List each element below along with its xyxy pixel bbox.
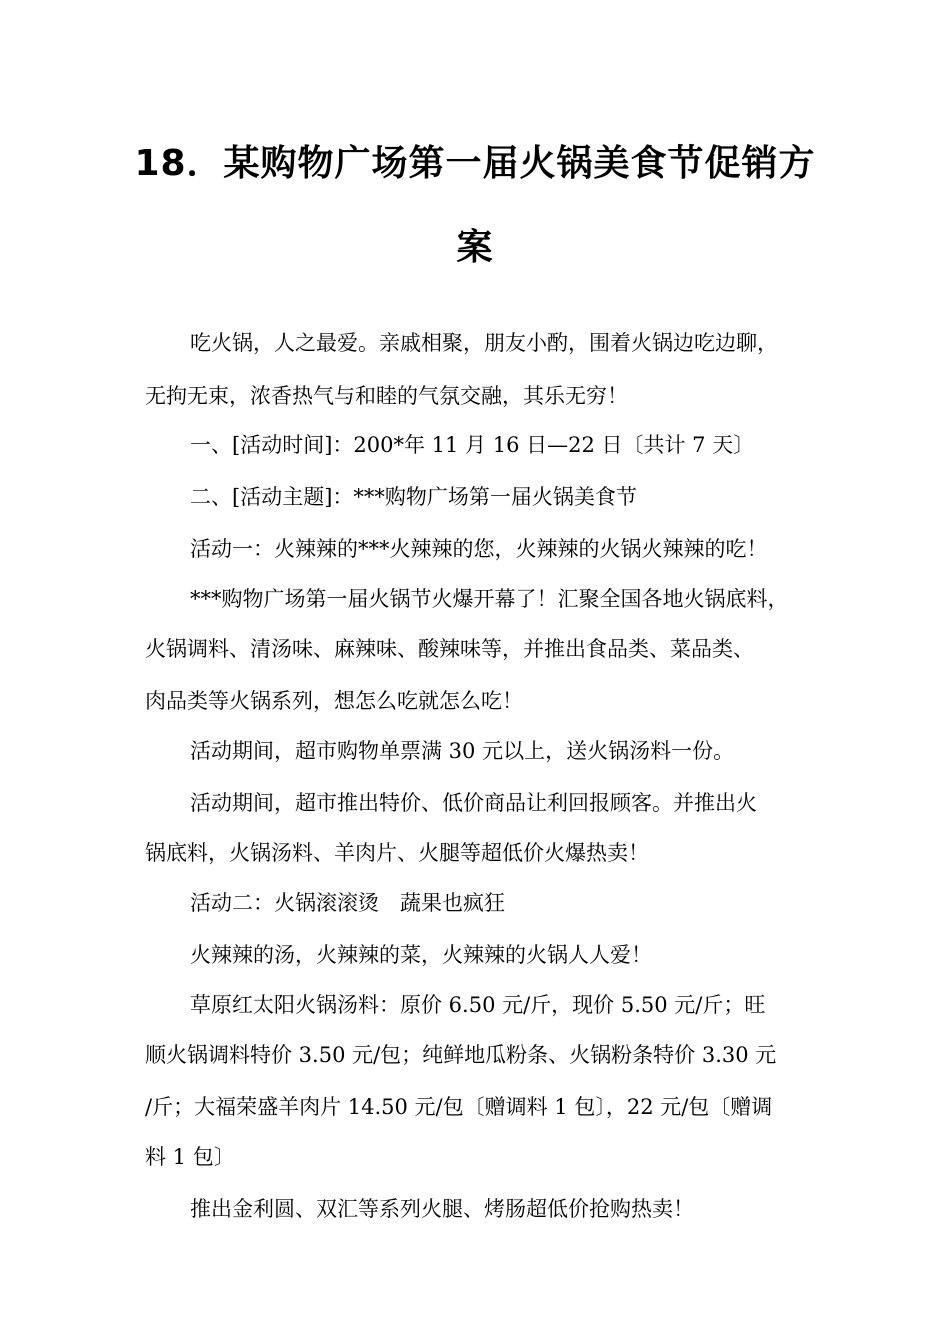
paragraph-line: 草原红太阳火锅汤料：原价 6.50 元/斤，现价 5.50 元/斤；旺 [190,993,766,1017]
paragraph-line: 推出金利圆、双汇等系列火腿、烤肠超低价抢购热卖！ [190,1197,694,1221]
paragraph-line: 无拘无束，浓香热气与和睦的气氛交融，其乐无穷！ [145,384,628,408]
paragraph-line: 料 1 包〕 [145,1145,235,1169]
paragraph-line: /斤；大福荣盛羊肉片 14.50 元/包〔赠调料 1 包〕，22 元/包〔赠调 [145,1095,773,1119]
paragraph-line: 活动一：火辣辣的***火辣辣的您，火辣辣的火锅火辣辣的吃！ [190,537,768,561]
paragraph-line: 肉品类等火锅系列，想怎么吃就怎么吃！ [145,689,523,713]
paragraph-line: 吃火锅，人之最爱。亲戚相聚，朋友小酌，围着火锅边吃边聊， [190,331,778,355]
paragraph-line: ***购物广场第一届火锅节火爆开幕了！汇聚全国各地火锅底料， [190,587,789,611]
paragraph-line: 二、[活动主题]：***购物广场第一届火锅美食节 [190,485,637,509]
paragraph-line: 顺火锅调料特价 3.50 元/包；纯鲜地瓜粉条、火锅粉条特价 3.30 元 [145,1043,777,1067]
paragraph-line: 火辣辣的汤，火辣辣的菜，火辣辣的火锅人人爱！ [190,943,652,967]
paragraph-line: 锅底料，火锅汤料、羊肉片、火腿等超低价火爆热卖！ [145,841,649,865]
paragraph-line: 一、[活动时间]：200*年 11 月 16 日—22 日〔共计 7 天〕 [190,433,755,457]
paragraph-line: 活动期间，超市购物单票满 30 元以上，送火锅汤料一份。 [190,739,735,763]
paragraph-line: 活动期间，超市推出特价、低价商品让利回报顾客。并推出火 [190,791,757,815]
paragraph-line: 火锅调料、清汤味、麻辣味、酸辣味等，并推出食品类、菜品类、 [145,637,754,661]
paragraph-line: 活动二：火锅滚滚烫 蔬果也疯狂 [190,891,505,915]
document-title-line-1: 18．某购物广场第一届火锅美食节促销方 [134,143,816,184]
document-title-line-2: 案 [456,227,494,268]
